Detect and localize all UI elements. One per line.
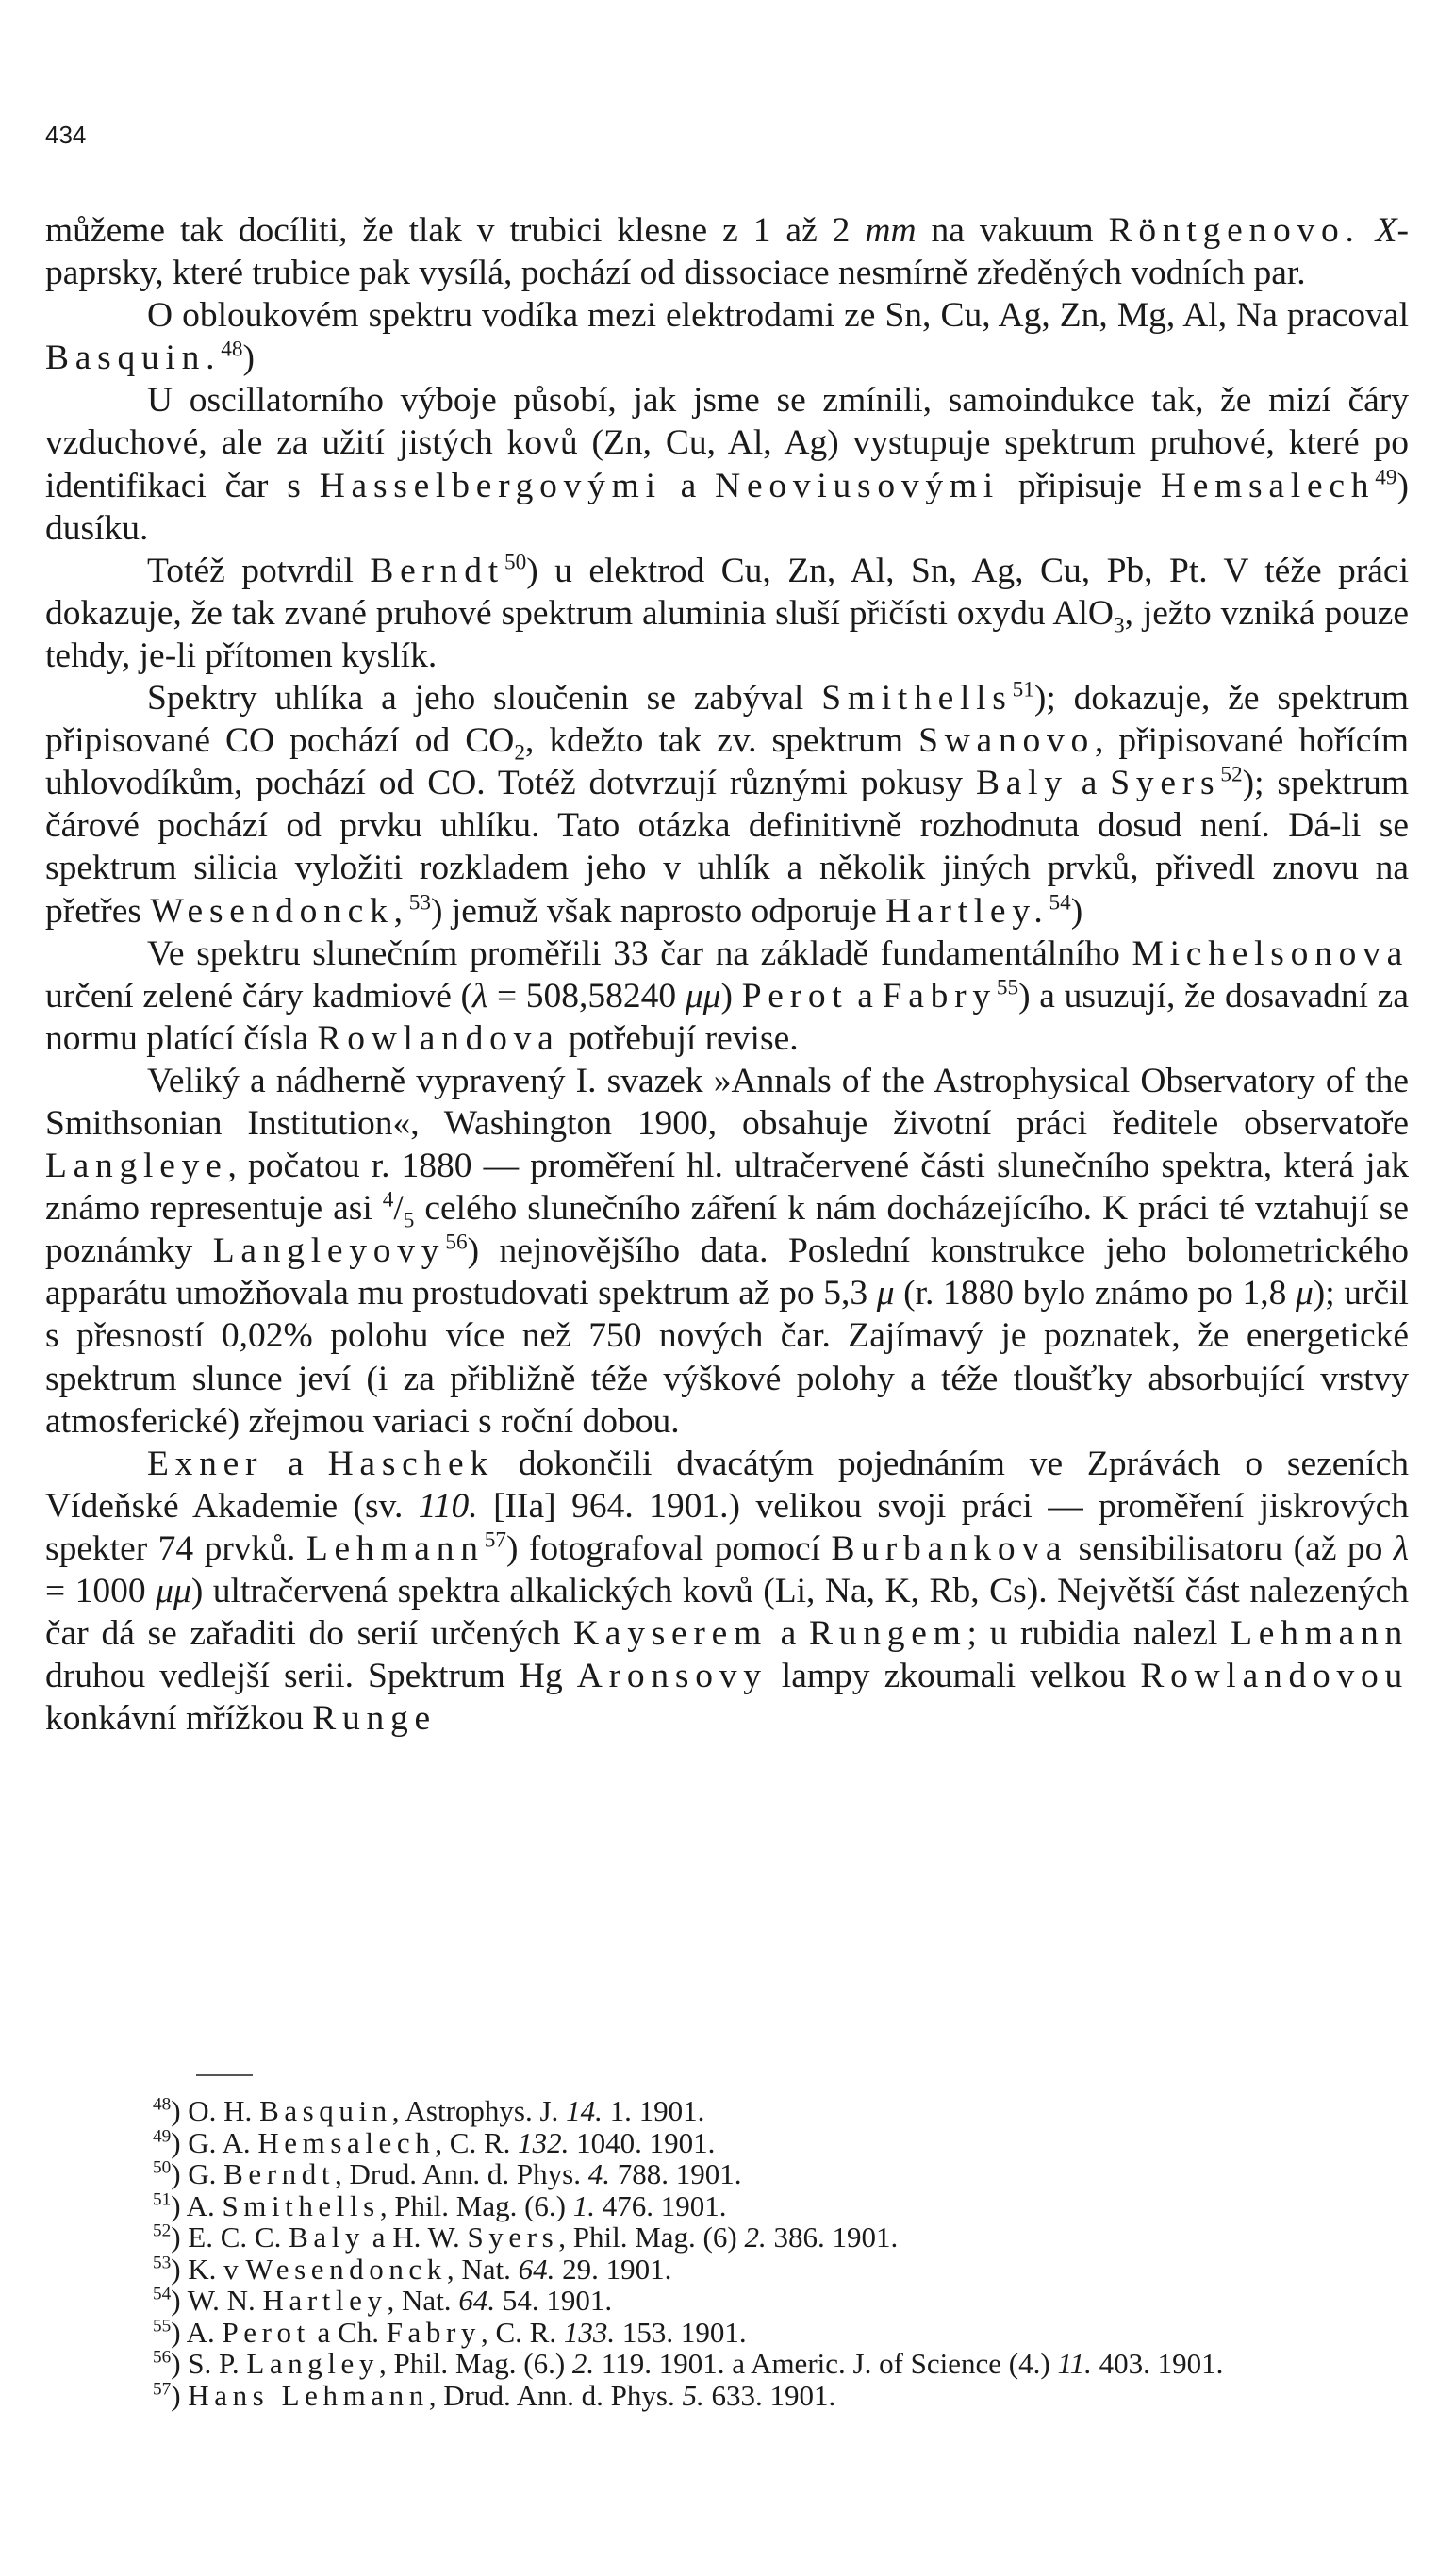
text-run: Veliký a nádherně vypravený I. svazek »Annals of the Astrophysical Observatory of the Smithsonian Institution«, Washington 1900, obsahuje životní práci ředitele observatoře bbox=[45, 1061, 1409, 1143]
text-run: 788. 1901. bbox=[609, 2157, 742, 2190]
text-run: ); dokazuje, že spektrum připisované CO pochází od CO bbox=[45, 679, 1409, 761]
text-run: 29. 1901. bbox=[554, 2252, 672, 2286]
text-run: 403. 1901. bbox=[1091, 2347, 1224, 2380]
spaced-name: Michelsonova bbox=[1132, 933, 1409, 973]
text-run: 55 bbox=[996, 975, 1019, 1000]
text-run: a H. W. bbox=[364, 2221, 468, 2254]
text-run: ) bbox=[720, 976, 742, 1016]
spaced-name: Fabry bbox=[386, 2315, 481, 2349]
spaced-name: Basquin bbox=[259, 2094, 392, 2127]
text-run: Spektry uhlíka a jeho sloučenin se zabýval bbox=[147, 679, 822, 718]
spaced-name: Berndt bbox=[223, 2157, 336, 2190]
text-run bbox=[1361, 211, 1376, 250]
footnote bbox=[45, 2158, 1409, 2190]
spaced-name: Lehmann bbox=[1231, 1614, 1409, 1654]
footnote-divider bbox=[196, 2074, 253, 2076]
text-run: , počatou r. 1880 — proměření hl. ultračervené části slunečního spektra, která jak známo representuje asi bbox=[45, 1147, 1409, 1229]
spaced-name: Fabry bbox=[882, 976, 997, 1016]
text-run: , Phil. Mag. (6.) bbox=[378, 2347, 572, 2380]
spaced-name: Aronsovy bbox=[576, 1657, 768, 1696]
text-run: ) bbox=[171, 2378, 189, 2412]
footnote bbox=[45, 2127, 1409, 2159]
text-run: μ bbox=[876, 1274, 895, 1313]
text-run: 56 bbox=[445, 1230, 468, 1255]
text-run: 132. bbox=[518, 2125, 570, 2159]
text-run: 52 bbox=[1220, 762, 1243, 787]
text-run: λ bbox=[1393, 1528, 1409, 1568]
footnote bbox=[45, 2380, 1409, 2412]
text-run: ; u rubidia nalezl bbox=[967, 1614, 1231, 1654]
spaced-name: Hartley. bbox=[885, 891, 1049, 931]
paragraph bbox=[45, 1060, 1409, 1443]
spaced-name: Baly bbox=[289, 2221, 365, 2254]
text-run: ) jemuž však naprosto odporuje bbox=[430, 891, 886, 931]
text-run: ) fotografoval pomocí bbox=[505, 1528, 832, 1568]
text-run: dokončili dvacátým pojednáním ve Zprávách o sezeních Vídeňské Akademie (sv. bbox=[45, 1444, 1409, 1526]
spaced-name: Swanovo bbox=[918, 721, 1095, 761]
text-run: připisuje bbox=[999, 466, 1161, 505]
text-run: 48 bbox=[221, 337, 243, 362]
text-run: 55 bbox=[153, 2316, 172, 2337]
text-run: ) u elektrod Cu, Zn, Al, Sn, Ag, Cu, Pb, Pt. V téže práci dokazuje, že tak zvané pruhové spektrum aluminia sluší přičísti oxydu AlO bbox=[45, 551, 1409, 633]
text-run: konkávní mřížkou bbox=[45, 1699, 313, 1739]
footnote bbox=[45, 2095, 1409, 2127]
spaced-name: Neoviusovými bbox=[715, 466, 1000, 505]
spaced-name: Smithells bbox=[821, 679, 1013, 718]
paragraph bbox=[45, 379, 1409, 549]
text-run: % bbox=[283, 1316, 313, 1356]
text-run: polohu více než 750 nových čar. Zajímavý je poznatek, že energetické spektrum slunce jeví (i za přibližně téže výškové polohy a téže tloušťky absorbující vrstvy atmosferické) zřejmou variaci s roční dobou. bbox=[45, 1316, 1410, 1441]
text-run: , Phil. Mag. (6.) bbox=[379, 2188, 573, 2222]
text-run: O obloukovém spektru vodíka mezi elektrodami ze Sn, Cu, Ag, Zn, Mg, Al, Na pracoval bbox=[147, 296, 1409, 336]
text-run: μμ bbox=[685, 976, 721, 1016]
text-run: [IIa] 964. 1901.) velikou svoji práci — proměření jiskrových spekter 74 prvků. bbox=[45, 1486, 1409, 1568]
text-run: 1040. 1901. bbox=[569, 2125, 716, 2159]
spaced-name: Lehmann bbox=[306, 1528, 485, 1568]
text-run: ); určil s přesností 0,02 bbox=[45, 1274, 1409, 1356]
spaced-name: Hemsalech bbox=[257, 2125, 436, 2159]
text-run: 153. 1901. bbox=[615, 2315, 747, 2349]
text-run: Ve spektru slunečním proměřili 33 čar na základě fundamentálního bbox=[147, 933, 1132, 973]
text-run: 50 bbox=[504, 550, 527, 575]
footnote bbox=[45, 2348, 1409, 2380]
page-number: 434 bbox=[45, 121, 87, 149]
text-run: 119. 1901. a Americ. J. of Science (4.) bbox=[594, 2347, 1058, 2380]
text-run: a bbox=[1067, 764, 1111, 803]
footnote bbox=[45, 2221, 1409, 2254]
text-run: ) G. bbox=[171, 2157, 224, 2190]
text-run: a bbox=[661, 466, 716, 505]
text-run: 11. bbox=[1057, 2347, 1092, 2380]
text-run: a bbox=[848, 976, 883, 1016]
spaced-name: Rowlandova bbox=[317, 1018, 560, 1058]
paragraph bbox=[45, 294, 1409, 379]
text-run: = 508,58240 bbox=[487, 976, 686, 1016]
text-run: na vakuum bbox=[916, 211, 1109, 250]
text-run: 2. bbox=[571, 2347, 595, 2380]
text-run: , Drud. Ann. d. Phys. bbox=[335, 2157, 588, 2190]
spaced-name: Perot bbox=[222, 2315, 310, 2349]
text-run: celého slunečního záření k nám docházejícího. K práci té vztahují se poznámky bbox=[45, 1189, 1409, 1271]
text-run: potřebují revise. bbox=[559, 1018, 799, 1058]
paragraph bbox=[45, 550, 1409, 677]
spaced-name: Kayserem bbox=[572, 1614, 768, 1654]
text-run: 2. bbox=[744, 2221, 767, 2254]
text-run: ) O. H. bbox=[171, 2094, 260, 2127]
text-run: 5. bbox=[682, 2378, 704, 2412]
text-run: 110. bbox=[418, 1486, 478, 1526]
text-run: sensibilisatoru (až po bbox=[1067, 1528, 1394, 1568]
paragraph bbox=[45, 1443, 1409, 1741]
text-run: ) G. A. bbox=[171, 2125, 258, 2159]
text-run: 386. 1901. bbox=[766, 2221, 899, 2254]
text-run: ) S. P. bbox=[171, 2347, 247, 2380]
spaced-name: Hartley bbox=[262, 2284, 388, 2317]
spaced-name: Perot bbox=[741, 976, 849, 1016]
paragraph bbox=[45, 677, 1409, 933]
spaced-name: Rungem bbox=[808, 1614, 967, 1654]
text-run: 1. 1901. bbox=[602, 2094, 705, 2127]
text-run: ) A. bbox=[171, 2315, 223, 2349]
text-run: 2 bbox=[514, 740, 525, 766]
text-run: ) bbox=[1070, 891, 1083, 931]
text-run: 53 bbox=[408, 890, 431, 915]
text-run: 5 bbox=[403, 1208, 415, 1233]
text-run: 54 bbox=[153, 2284, 172, 2304]
text-run: ) nejnovějšího data. Poslední konstrukce jeho bolometrického apparátu umožňovala mu prostudovati spektrum až po 5,3 bbox=[45, 1231, 1409, 1313]
text-run: , Phil. Mag. (6) bbox=[558, 2221, 745, 2254]
text-run: λ bbox=[472, 976, 488, 1016]
text-run: , C. R. bbox=[435, 2125, 519, 2159]
text-run: , Nat. bbox=[387, 2284, 459, 2317]
text-run: 54 bbox=[1049, 890, 1071, 915]
spaced-name: Hemsalech bbox=[1160, 466, 1376, 505]
text-run: 64. bbox=[518, 2252, 555, 2286]
text-run: 56 bbox=[153, 2347, 172, 2368]
spaced-name: Hasselbergovými bbox=[319, 466, 662, 505]
text-run: , Drud. Ann. d. Phys. bbox=[428, 2378, 683, 2412]
spaced-name: Langleye bbox=[45, 1147, 228, 1186]
text-run: 1. bbox=[572, 2188, 595, 2222]
text-run: 57 bbox=[153, 2379, 172, 2400]
text-run: určení zelené čáry kadmiové ( bbox=[45, 976, 473, 1016]
spaced-name: Syers bbox=[467, 2221, 559, 2254]
spaced-name: Langleyovy bbox=[212, 1231, 446, 1271]
spaced-name: Syers bbox=[1110, 764, 1221, 803]
spaced-name: Wesendonck, bbox=[150, 891, 409, 931]
footnote bbox=[45, 2317, 1409, 2349]
spaced-name: Burbankova bbox=[831, 1528, 1068, 1568]
text-run: , připisované hořícím uhlovodíkům, pochází od CO. Totéž dotvrzují různými pokusy bbox=[45, 721, 1409, 803]
footnotes bbox=[45, 2074, 1409, 2411]
text-run: , ježto vzniká pouze tehdy, je-li přítomen kyslík. bbox=[45, 593, 1409, 675]
text-run: a Ch. bbox=[309, 2315, 387, 2349]
text-run: 64. bbox=[458, 2284, 496, 2317]
text-run: 54. 1901. bbox=[495, 2284, 613, 2317]
text-run: ) dusíku. bbox=[45, 466, 1409, 548]
text-run: můžeme tak docíliti, že tlak v trubici klesne z 1 až 2 bbox=[45, 211, 866, 250]
text-run: ); spektrum čárové pochází od prvku uhlíku. Tato otázka definitivně rozhodnuta dosud není. Dá-li se spektrum silicia vyložiti rozkladem jeho v uhlík a několik jiných prvků, přivedl znovu na přetřes bbox=[45, 764, 1409, 931]
text-run: = 1000 bbox=[45, 1572, 157, 1610]
spaced-name: Hans Lehmann bbox=[188, 2378, 429, 2412]
body-text bbox=[45, 209, 1409, 1740]
text-run: mm bbox=[865, 211, 917, 250]
text-run: , Nat. bbox=[446, 2252, 519, 2286]
spaced-name: Basquin. bbox=[45, 339, 222, 378]
text-run: 133. bbox=[563, 2315, 616, 2349]
text-run: a bbox=[767, 1614, 809, 1654]
text-run: 51 bbox=[153, 2189, 172, 2210]
text-run: ) A. bbox=[171, 2188, 223, 2222]
text-run: / bbox=[393, 1189, 404, 1229]
spaced-name: Langley bbox=[246, 2347, 379, 2380]
spaced-name: Wesendonck bbox=[245, 2252, 447, 2286]
spaced-name: Exner bbox=[147, 1444, 264, 1483]
text-run: X bbox=[1375, 211, 1397, 250]
text-run: ) E. C. C. bbox=[171, 2221, 289, 2254]
text-run: (r. 1880 bylo známo po 1,8 bbox=[894, 1274, 1296, 1313]
text-run: ) W. N. bbox=[171, 2284, 263, 2317]
text-run: 3 bbox=[1113, 613, 1125, 638]
spaced-name: Rowlandovou bbox=[1140, 1657, 1409, 1696]
text-run: 52 bbox=[153, 2221, 172, 2241]
text-run: ) K. v bbox=[171, 2252, 246, 2286]
spaced-name: Runge bbox=[312, 1699, 437, 1739]
footnote bbox=[45, 2254, 1409, 2286]
text-run: 57 bbox=[484, 1527, 506, 1553]
text-run: a bbox=[263, 1444, 328, 1483]
spaced-name: Baly bbox=[975, 764, 1068, 803]
text-run: 633. 1901. bbox=[703, 2378, 836, 2412]
paragraph bbox=[45, 209, 1409, 294]
spaced-name: Haschek bbox=[327, 1444, 494, 1483]
text-run: 14. bbox=[566, 2094, 603, 2127]
text-run: 51 bbox=[1012, 677, 1034, 702]
text-run: druhou vedlejší serii. Spektrum Hg bbox=[45, 1657, 577, 1696]
paragraph bbox=[45, 933, 1409, 1060]
spaced-name: Röntgenovo. bbox=[1108, 211, 1361, 250]
text-run: -paprsky, které trubice pak vysílá, pochází od dissociace nesmírně zředěných vodních par. bbox=[45, 211, 1409, 293]
text-run: ) ultračervená spektra alkalických kovů (Li, Na, K, Rb, Cs). Největší část nalezených čar dá se zařaditi do serií určených bbox=[45, 1572, 1409, 1654]
spaced-name: Berndt bbox=[370, 551, 504, 590]
text-run: , kdežto tak zv. spektrum bbox=[524, 721, 919, 761]
text-run: lampy zkoumali velkou bbox=[767, 1657, 1141, 1696]
text-run: 49 bbox=[153, 2126, 172, 2147]
footnote bbox=[45, 2285, 1409, 2317]
text-run: ) bbox=[242, 339, 256, 378]
text-run: 4. bbox=[587, 2157, 610, 2190]
text-run: μμ bbox=[156, 1572, 191, 1610]
spaced-name: Smithells bbox=[222, 2188, 380, 2222]
text-run: 476. 1901. bbox=[595, 2188, 727, 2222]
text-run: 53 bbox=[153, 2253, 172, 2273]
footnote bbox=[45, 2190, 1409, 2222]
text-run: ) a usuzují, že dosavadní za normu platící čísla bbox=[45, 976, 1409, 1058]
text-run: , C. R. bbox=[480, 2315, 564, 2349]
text-run: 4 bbox=[382, 1187, 394, 1213]
text-run: , Astrophys. J. bbox=[391, 2094, 567, 2127]
text-run: 49 bbox=[1375, 465, 1397, 490]
text-run: 50 bbox=[153, 2157, 172, 2178]
text-run: U oscillatorního výboje působí, jak jsme se zmínili, samoindukce tak, že mizí čáry vzduchové, ale za užití jistých kovů (Zn, Cu, Al, Ag) vystupuje spektrum pruhové, které po identifikaci čar s bbox=[45, 381, 1409, 505]
text-run: μ bbox=[1295, 1274, 1314, 1313]
text-run: Totéž potvrdil bbox=[147, 551, 371, 590]
text-run: 48 bbox=[153, 2094, 172, 2115]
